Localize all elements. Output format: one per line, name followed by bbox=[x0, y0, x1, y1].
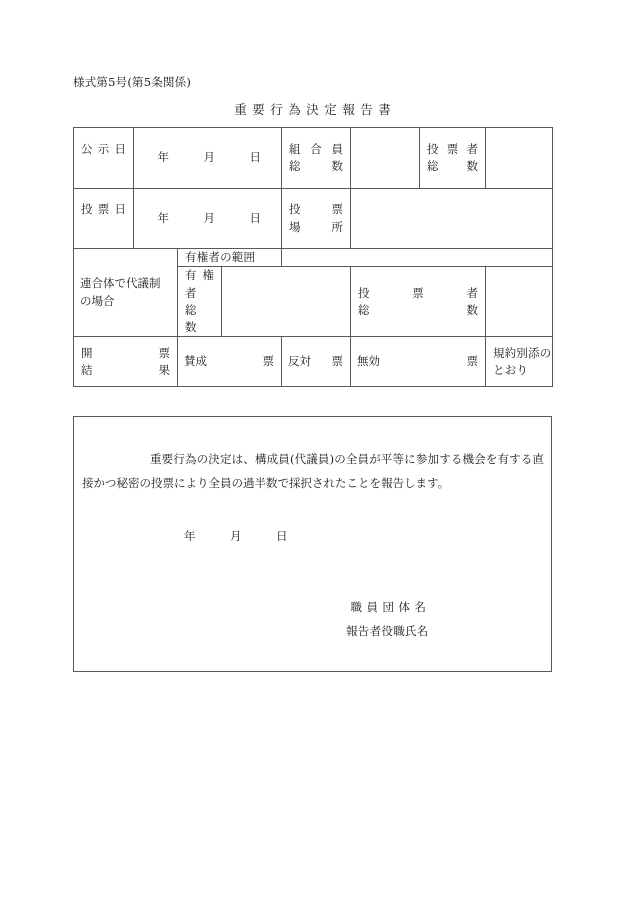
vote-date-blanks: 年 月 日 bbox=[157, 210, 261, 225]
notice-date-blanks: 年 月 日 bbox=[157, 150, 261, 165]
approve-unit: 票 bbox=[262, 354, 274, 369]
members-total-label-line1: 組合員 bbox=[289, 141, 343, 156]
document-title: 重要行為決定報告書 bbox=[234, 102, 397, 117]
statement-date-blanks[interactable]: 年 月 日 bbox=[184, 529, 288, 543]
federation-label: 連合体で代議制 の場合 bbox=[80, 275, 161, 308]
cell-invalid-count[interactable] bbox=[351, 337, 486, 387]
cell-members-total-label bbox=[282, 128, 351, 189]
form-number-label: 様式第5号(第5条関係) bbox=[73, 75, 192, 89]
cell-eligible-scope-label bbox=[178, 249, 282, 267]
cell-oppose-count[interactable] bbox=[282, 337, 351, 387]
cell-polling-place-value[interactable] bbox=[351, 189, 553, 249]
table-row-result bbox=[74, 337, 553, 387]
cell-notice-date-value[interactable] bbox=[134, 128, 282, 189]
statement-body: 重要行為の決定は、構成員(代議員)の全員が平等に参加する機会を有する直接かつ秘密の投票により全員の過半数で採択されたことを報告します。 bbox=[82, 452, 544, 490]
cell-voters-total-label bbox=[420, 128, 486, 189]
voters-total-label-line2: 総 数 bbox=[427, 159, 478, 173]
vote-date-label: 投票日 bbox=[81, 202, 126, 217]
members-total-label-line2: 総 数 bbox=[289, 159, 343, 173]
cell-federation-label bbox=[74, 249, 178, 337]
polling-place-label bbox=[282, 201, 350, 236]
report-form-table bbox=[73, 127, 553, 387]
members-total-label bbox=[282, 141, 350, 176]
federation-voters-total-label-line2: 総 数 bbox=[358, 302, 478, 317]
federation-voters-total-label bbox=[351, 285, 485, 320]
voters-total-label-line1: 投票者 bbox=[427, 141, 478, 156]
result-label-line2: 結 果 bbox=[81, 362, 170, 377]
eligible-total-label-line2: 総 数 bbox=[185, 302, 208, 334]
polling-place-label-line2: 場 所 bbox=[289, 219, 343, 234]
eligible-total-label-line1: 有権者 bbox=[185, 268, 214, 300]
table-row-federation-scope bbox=[74, 249, 553, 267]
organization-name-label[interactable]: 職員団体名 bbox=[350, 600, 431, 614]
federation-voters-total-label-line1: 投票者 bbox=[358, 285, 478, 300]
cell-voters-total-value[interactable] bbox=[486, 128, 553, 189]
cell-members-total-value[interactable] bbox=[351, 128, 420, 189]
eligible-total-label bbox=[178, 267, 221, 336]
result-note: 規約別添のとおり bbox=[493, 345, 552, 377]
approve-label: 賛成 bbox=[184, 354, 207, 368]
cell-eligible-scope-value[interactable] bbox=[282, 249, 553, 267]
cell-federation-voters-total-value[interactable] bbox=[486, 267, 553, 337]
voters-total-label bbox=[420, 141, 485, 176]
result-label-line1: 開 票 bbox=[81, 345, 170, 360]
cell-approve-count[interactable] bbox=[178, 337, 282, 387]
cell-eligible-total-label bbox=[178, 267, 222, 337]
oppose-label: 反対 bbox=[288, 354, 311, 368]
invalid-unit: 票 bbox=[466, 354, 478, 369]
oppose-unit: 票 bbox=[331, 354, 343, 369]
cell-polling-place-label bbox=[282, 189, 351, 249]
result-label bbox=[74, 345, 177, 380]
signature-block bbox=[346, 595, 431, 643]
polling-place-label-line1: 投 票 bbox=[289, 202, 343, 217]
invalid-label: 無効 bbox=[357, 354, 380, 368]
notice-date-label: 公示日 bbox=[81, 141, 126, 156]
cell-eligible-total-value[interactable] bbox=[222, 267, 351, 337]
cell-notice-date-label bbox=[74, 128, 134, 189]
statement-box bbox=[73, 416, 552, 672]
reporter-name-label[interactable]: 報告者役職氏名 bbox=[346, 624, 429, 639]
cell-result-label bbox=[74, 337, 178, 387]
table-row-notice-date bbox=[74, 128, 553, 189]
eligible-scope-label: 有権者の範囲 bbox=[185, 250, 256, 264]
cell-federation-voters-total-label bbox=[351, 267, 486, 337]
cell-vote-date-label bbox=[74, 189, 134, 249]
cell-vote-date-value[interactable] bbox=[134, 189, 282, 249]
cell-result-note bbox=[486, 337, 553, 387]
table-row-vote-date bbox=[74, 189, 553, 249]
